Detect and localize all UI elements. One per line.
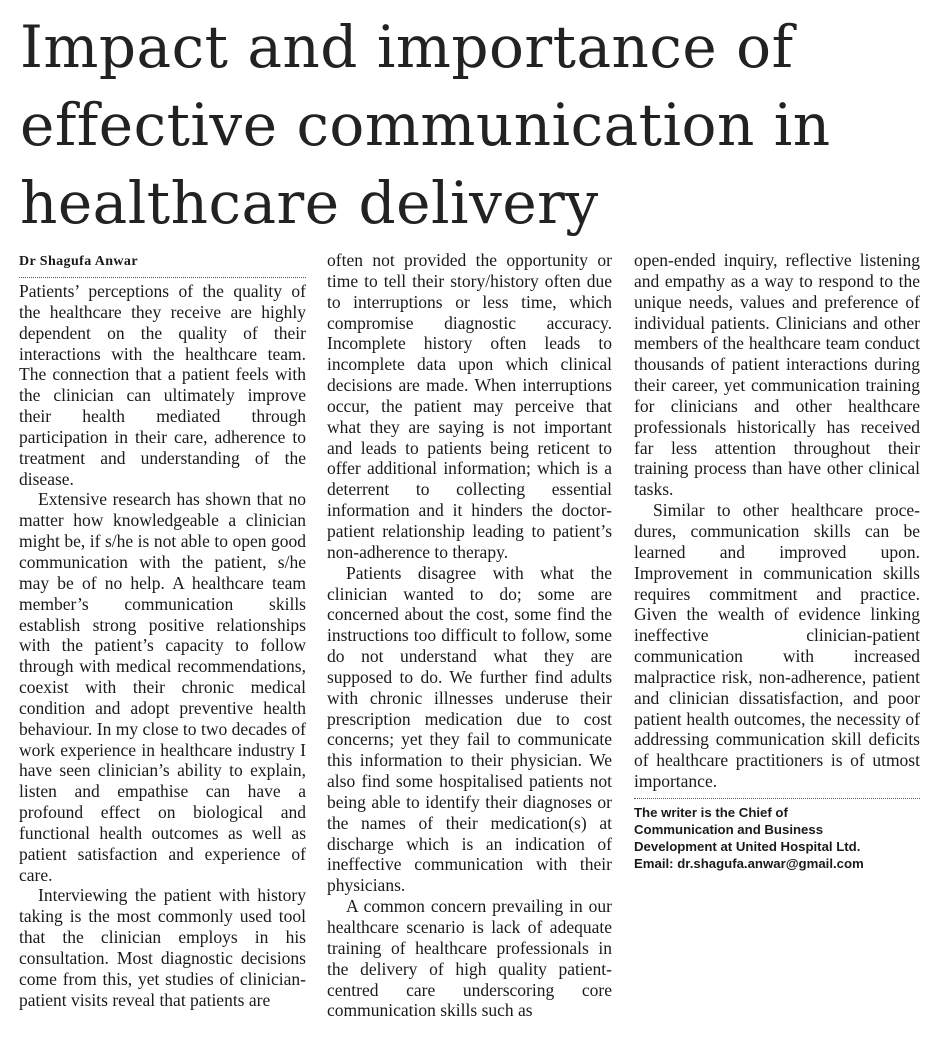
article-paragraph: Similar to other healthcare procedures, communication skills can be learned and improved upon. Improvement in communication skills requires commitment and practice. Given the wealth of evidence linking ineffective clinician-patient communication with increased malpractice risk, non-adherence, patient and clinician dissatisfaction, and poor patient health outcomes, the necessity of addressing communication skill deficits of healthcare practitioners is of utmost importance. [634,500,920,792]
article-paragraph-continued: open-ended inquiry, reflective listening and empathy as a way to respond to the unique needs, values and preference of individual patients. Clinicians and other members of the healthcare team conduct thousands of patient interactions during their career, yet communication training for clinicians and other healthcare professionals historically has received far less attention throughout their training process than have other clinical tasks. [634,250,920,500]
article-paragraph-continued: often not provided the opportunity or time to tell their story/history often due to interruptions or less time, which compromise diagnostic accuracy. Incomplete history often leads to incomplete data upon which clinical decisions are made. When interruptions occur, the patient may perceive that what they are saying is not important and leads to patients being reticent to offer additional information; which is a deterrent to collecting essential information and it hinders the doctor-patient relationship leading to patient’s non-adherence to therapy. [327,250,612,562]
author-bio-line: Communication and Business [634,821,824,837]
author-bio-line: Development at United Hospital Ltd. [634,838,861,854]
byline: Dr Shagufa Anwar [19,254,138,269]
article-paragraph: Patients disagree with what the clinician wanted to do; some are concerned about the cost, some find the instructions too difficult to follow, some do not understand what they are supposed to do. We further find adults with chronic illnesses underuse their prescription medication due to cost concerns; yet they fail to communicate this information to their physician. We also find some hospitalised patients not being able to identify their diagnoses or the names of their medication(s) at discharge which is an indication of ineffective communication with their physicians. [327,562,612,896]
dotted-divider [634,798,920,799]
article-paragraph: Patients’ perceptions of the quality of the healthcare they receive are highly dependent on the quality of their interactions with the healthcare team. The connection that a patient feels with the clinician can ultimately improve their health mediated through participation in their care, adherence to treatment and understanding of the disease. [19,281,306,489]
article-column-1 [19,250,306,1054]
author-bio [634,804,920,872]
headline: Impact and importance of effective communication in healthcare delivery [20,13,831,237]
article-paragraph: A common concern prevailing in our healthcare scenario is lack of adequate training of healthcare professionals in the delivery of high quality patient-centred care underscoring core communication skills such as [327,896,612,1021]
article-paragraph: Interviewing the patient with history taking is the most commonly used tool that the clinician employs in his consultation. Most diagnostic decisions come from this, yet studies of clinician-patient visits reveal that patients are [19,885,306,1010]
author-bio-line: The writer is the Chief of [634,804,788,820]
dotted-divider [19,277,306,278]
article-column-3 [634,250,920,1054]
author-email: Email: dr.shagufa.anwar@gmail.com [634,855,864,871]
article-column-2 [327,250,612,1054]
article-paragraph: Extensive research has shown that no matter how knowledgeable a clinician might be, if s/he is not able to open good communication with the patient, s/he may be of no help. A healthcare team member’s communication skills establish strong positive relationships with the patient’s capacity to follow through with medical recommendations, coexist with their chronic medical condition and adopt preventive health behaviour. In my close to two decades of work experience in healthcare industry I have seen clinician’s ability to explain, listen and empathise can have a profound effect on biological and functional health outcomes as well as patient satisfaction and experience of care. [19,489,306,885]
